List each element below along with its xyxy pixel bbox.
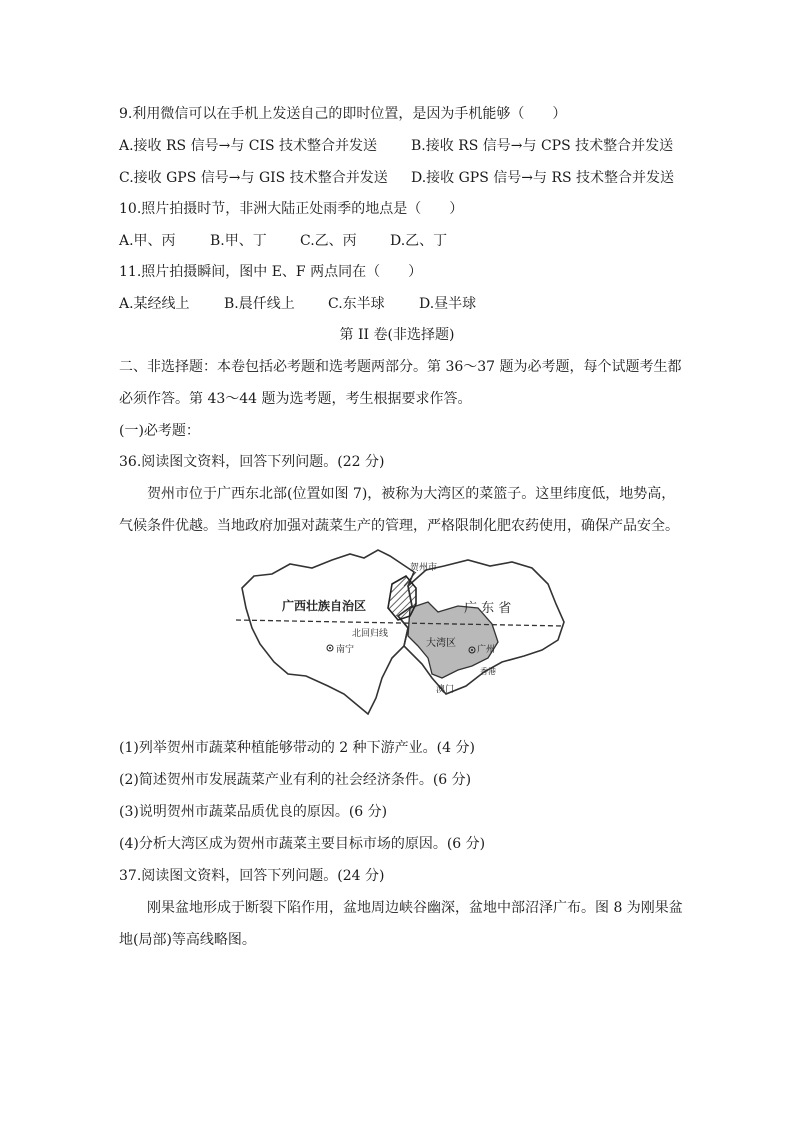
required-questions-label: (一)必考题：	[119, 423, 200, 439]
q9-option-b: B.接收 RS 信号→与 CPS 技术整合并发送	[411, 138, 674, 154]
q36-subquestion-4: (4)分析大湾区成为贺州市蔬菜主要目标市场的原因。(6 分)	[119, 836, 486, 852]
map-label-macau: 澳门	[436, 685, 455, 695]
map-label-nanning: 南宁	[336, 645, 355, 655]
q10-option-b: B.甲、丁	[210, 233, 267, 249]
q37-paragraph-line-1: 刚果盆地形成于断裂下陷作用，盆地周边峡谷幽深，盆地中部沼泽广布。图 8 为刚果盆	[147, 900, 683, 916]
map-label-guangxi: 广西壮族自治区	[282, 599, 367, 613]
map-label-hezhou: 贺州市	[410, 563, 438, 573]
question-9-stem: 9.利用微信可以在手机上发送自己的即时位置，是因为手机能够（ ）	[119, 106, 567, 122]
q10-option-d: D.乙、丁	[390, 233, 448, 249]
question-10-stem: 10.照片拍摄时节，非洲大陆正处雨季的地点是（ ）	[119, 201, 464, 217]
hezhou-city-region	[388, 576, 416, 620]
q9-option-c: C.接收 GPS 信号→与 GIS 技术整合并发送	[119, 170, 388, 186]
map-label-guangdong: 广 东 省	[464, 601, 512, 616]
tropic-of-cancer-line	[236, 620, 564, 626]
part-2-title: 第 II 卷(非选择题)	[339, 327, 455, 343]
q36-paragraph-line-1: 贺州市位于广西东北部(位置如图 7)，被称为大湾区的菜篮子。这里纬度低，地势高，	[147, 486, 676, 502]
q9-option-a: A.接收 RS 信号→与 CIS 技术整合并发送	[119, 138, 378, 154]
map-label-guangzhou: 广州	[477, 645, 496, 655]
q10-option-a: A.甲、丙	[119, 233, 176, 249]
q36-subquestion-1: (1)列举贺州市蔬菜种植能够带动的 2 种下游产业。(4 分)	[119, 740, 475, 756]
q11-option-b: B.晨仟线上	[224, 296, 295, 312]
part-2-intro-line-2: 必须作答。第 43～44 题为选考题，考生根据要求作答。	[119, 391, 472, 407]
question-11-stem: 11.照片拍摄瞬间，图中 E、F 两点同在（ ）	[119, 264, 423, 280]
map-label-tropic: 北回归线	[352, 629, 389, 639]
q36-subquestion-3: (3)说明贺州市蔬菜品质优良的原因。(6 分)	[119, 804, 388, 820]
q10-option-c: C.乙、丙	[300, 233, 357, 249]
q11-option-c: C.东半球	[328, 296, 385, 312]
q11-option-a: A.某经线上	[119, 296, 190, 312]
question-36-stem: 36.阅读图文资料，回答下列问题。(22 分)	[119, 454, 385, 470]
guangxi-region-outline	[242, 550, 414, 714]
map-label-dawanqu: 大湾区	[426, 638, 456, 649]
question-37-stem: 37.阅读图文资料，回答下列问题。(24 分)	[119, 868, 385, 884]
q11-option-d: D.昼半球	[419, 296, 477, 312]
hezhou-location-map	[232, 546, 572, 724]
q36-subquestion-2: (2)简述贺州市发展蔬菜产业有利的社会经济条件。(6 分)	[119, 772, 472, 788]
part-2-intro-line-1: 二、非选择题：本卷包括必考题和选考题两部分。第 36～37 题为必考题，每个试题考生都	[119, 359, 682, 375]
map-label-hongkong: 香港	[480, 667, 496, 676]
q37-paragraph-line-2: 地(局部)等高线略图。	[119, 932, 256, 948]
q9-option-d: D.接收 GPS 信号→与 RS 技术整合并发送	[411, 170, 675, 186]
q36-paragraph-line-2: 气候条件优越。当地政府加强对蔬菜生产的管理，严格限制化肥农药使用，确保产品安全。	[119, 518, 679, 534]
